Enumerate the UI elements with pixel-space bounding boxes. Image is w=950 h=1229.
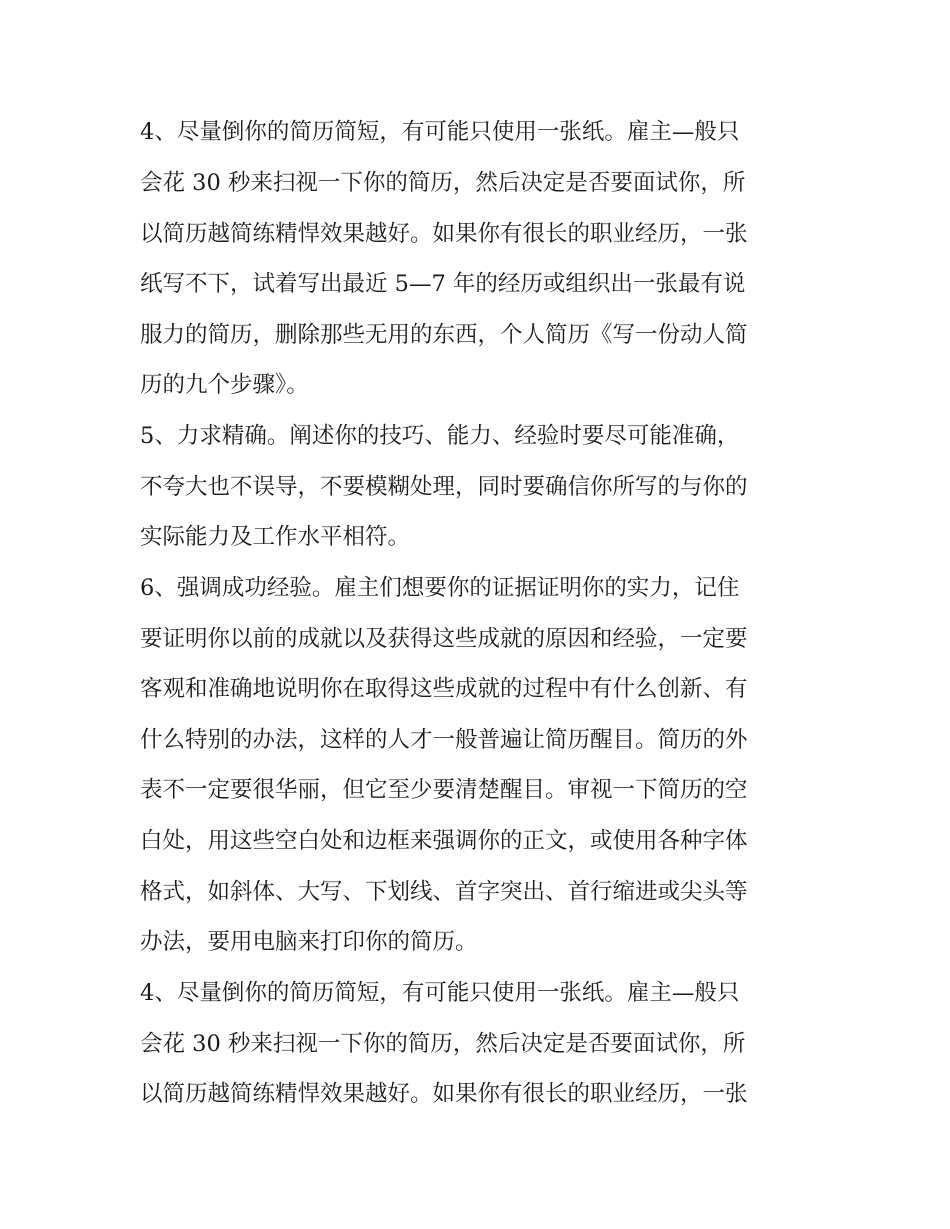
text-line: 5、力求精确。阐述你的技巧、能力、经验时要尽可能准确， bbox=[140, 423, 740, 449]
text-line: 历的九个步骤》。 bbox=[140, 372, 309, 398]
text-line: 表不一定要很华丽，但它至少要清楚醒目。审视一下简历的空 bbox=[140, 777, 748, 803]
text-line: 要证明你以前的成就以及获得这些成就的原因和经验，一定要 bbox=[140, 626, 748, 652]
text-line: 纸写不下，试着写出最近 5—7 年的经历或组织出一张最有说 bbox=[140, 271, 746, 297]
text-line: 4、尽量倒你的简历简短，有可能只使用一张纸。雇主—般只 bbox=[140, 980, 740, 1006]
text-line: 什么特别的办法，这样的人才一般普遍让简历醒目。简历的外 bbox=[140, 727, 748, 753]
text-line: 实际能力及工作水平相符。 bbox=[140, 524, 411, 550]
text-line: 白处，用这些空白处和边框来强调你的正文，或使用各种字体 bbox=[140, 828, 748, 854]
text-line: 会花 30 秒来扫视一下你的简历，然后决定是否要面试你，所 bbox=[140, 1031, 746, 1057]
text-line: 办法，要用电脑来打印你的简历。 bbox=[140, 929, 478, 955]
text-line: 客观和准确地说明你在取得这些成就的过程中有什么创新、有 bbox=[140, 676, 748, 702]
text-line: 格式，如斜体、大写、下划线、首字突出、首行缩进或尖头等 bbox=[140, 879, 748, 905]
text-line: 不夸大也不误导，不要模糊处理，同时要确信你所写的与你的 bbox=[140, 474, 748, 500]
text-line: 服力的简历，删除那些无用的东西，个人简历《写一份动人简 bbox=[140, 322, 748, 348]
text-line: 6、强调成功经验。雇主们想要你的证据证明你的实力，记住 bbox=[140, 575, 740, 601]
text-line: 以简历越简练精悍效果越好。如果你有很长的职业经历，一张 bbox=[140, 221, 748, 247]
text-line: 以简历越简练精悍效果越好。如果你有很长的职业经历，一张 bbox=[140, 1081, 748, 1107]
text-line: 4、尽量倒你的简历简短，有可能只使用一张纸。雇主—般只 bbox=[140, 119, 740, 145]
text-line: 会花 30 秒来扫视一下你的简历，然后决定是否要面试你，所 bbox=[140, 170, 746, 196]
